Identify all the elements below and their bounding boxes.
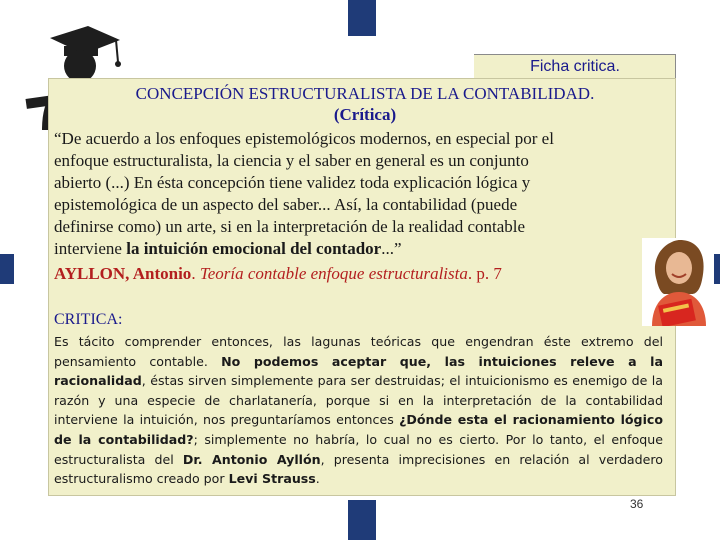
decor-square-left — [0, 254, 14, 284]
critica-emphasis: No podemos aceptar que, las intuiciones releve a la racionalidad — [54, 353, 663, 389]
slide-title: Ficha critica. — [530, 58, 620, 75]
quote-block — [54, 128, 662, 260]
quote-line-last: interviene la intuición emocional del contador...” — [54, 239, 402, 258]
quote-line: definirse como) un arte, si en la interpretación de la realidad contable — [54, 217, 526, 236]
decor-square-bottom — [348, 500, 376, 540]
quote-line: abierto (...) En ésta concepción tiene validez toda explicación lógica y — [54, 173, 531, 192]
critica-label: CRITICA: — [54, 311, 123, 328]
critica-emphasis: Dr. Antonio Ayllón — [182, 451, 321, 467]
quote-emphasis: la intuición emocional del contador — [126, 239, 382, 258]
quote-line: “De acuerdo a los enfoques epistemológicos modernos, en especial por el — [54, 129, 554, 148]
critica-emphasis: Levi Strauss — [228, 471, 316, 487]
decor-square-top — [348, 0, 376, 36]
quote-line: enfoque estructuralista, la ciencia y el saber en general es un conjunto — [54, 151, 529, 170]
page-number: 36 — [630, 497, 644, 511]
critica-paragraph: Es tácito comprender entonces, las lagunas teóricas que engendran éste extremo del pensamiento contable. No podemos aceptar que, las intuiciones releve a la racionalidad, éstas sirven simplemente para ser destruidas; el intuicionismo es enemigo de la razón y una especie de charlatanería, porque si en la interpretación de la contabilidad interviene la intuición, nos preguntaríamos entonces ¿Dónde esta el racionamiento lógico de la contabilidad?; simplemente no habría, lo cual no es cierto. Por lo tanto, el enfoque estructuralista del Dr. Antonio Ayllón, presenta imprecisiones en relación al verdadero estructuralismo creado por Levi Strauss. — [54, 334, 664, 487]
quote-line: epistemológica de un aspecto del saber... Así, la contabilidad (puede — [54, 195, 518, 214]
reference-title: Teoría contable enfoque estructuralista — [199, 264, 468, 283]
reference-author: AYLLON, Antonio — [54, 264, 192, 283]
reference-citation: AYLLON, Antonio. Teoría contable enfoque estructuralista. p. 7 — [54, 264, 502, 283]
author-photo — [642, 238, 714, 326]
quote-subheading: (Crítica) — [333, 105, 397, 124]
critica-emphasis: ¿Dónde esta el racionamiento lógico de la contabilidad? — [54, 412, 664, 447]
quote-heading: CONCEPCIÓN ESTRUCTURALISTA DE LA CONTABILIDAD. — [135, 84, 595, 103]
